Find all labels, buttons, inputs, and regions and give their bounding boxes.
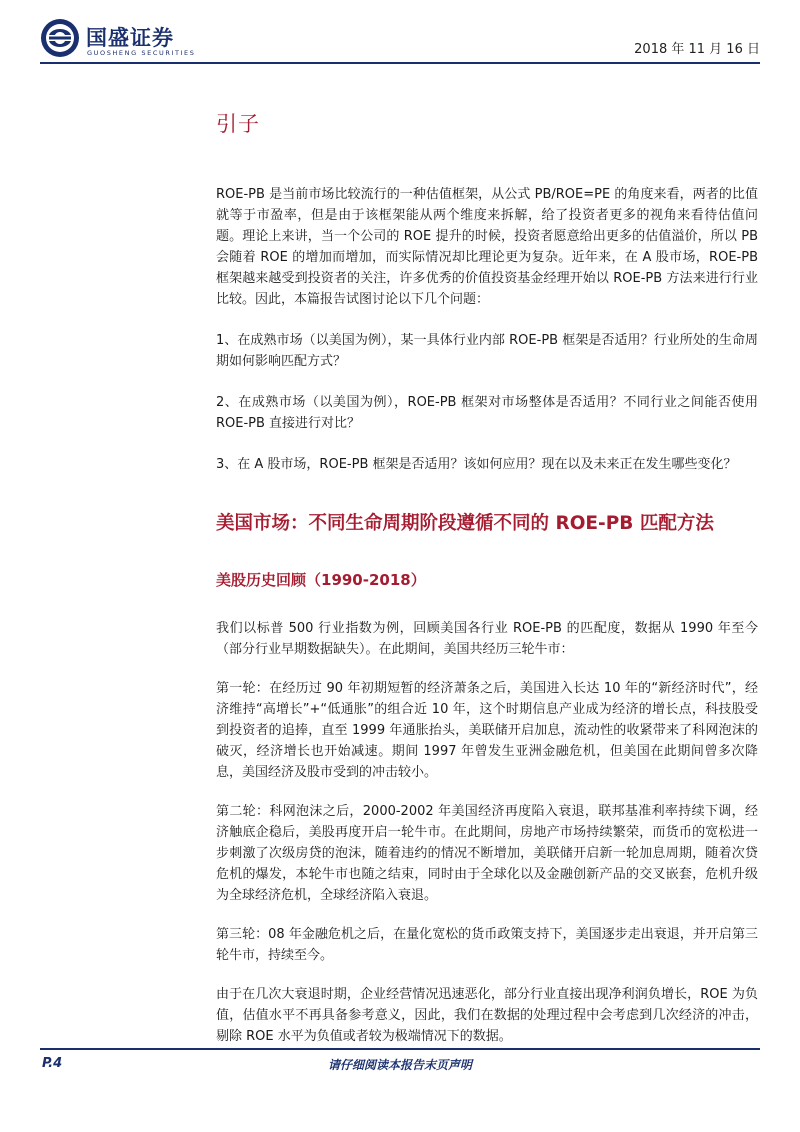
main-content	[216, 100, 758, 1047]
intro-heading: 引子	[216, 112, 260, 136]
data-processing-paragraph: 由于在几次大衰退时期，企业经营情况迅速恶化，部分行业直接出现净利润负增长，ROE 为负值，估值水平不再具备参考意义，因此，我们在数据的处理过程中会考虑到几次经济的冲击，剔除 ROE 水平为负值或者较为极端情况下的数据。	[216, 987, 758, 1044]
intro-paragraph: ROE-PB 是当前市场比较流行的一种估值框架，从公式 PB/ROE=PE 的角度来看，两者的比值就等于市盈率，但是由于该框架能从两个维度来拆解，给了投资者更多的视角来看待估值问题。理论上来讲，当一个公司的 ROE 提升的时候，投资者愿意给出更多的估值溢价，所以 PB 会随着 ROE 的增加而增加，而实际情况却比理论更为复杂。近年来，在 A 股市场，ROE-PB 框架越来越受到投资者的关注，许多优秀的价值投资基金经理开始以 ROE-PB 方法来进行行业比较。因此，本篇报告试图讨论以下几个问题：	[216, 187, 758, 307]
header-divider	[40, 62, 760, 64]
history-intro-paragraph: 我们以标普 500 行业指数为例，回顾美国各行业 ROE-PB 的匹配度，数据从 1990 年至今（部分行业早期数据缺失）。在此期间，美国共经历三轮牛市：	[216, 621, 758, 657]
section-heading: 美国市场：不同生命周期阶段遵循不同的 ROE-PB 匹配方法	[216, 513, 714, 534]
question-2: 2、在成熟市场（以美国为例），ROE-PB 框架对市场整体是否适用？不同行业之间能否使用 ROE-PB 直接进行对比？	[216, 395, 758, 431]
first-round-paragraph: 第一轮：在经历过 90 年初期短暂的经济萧条之后，美国进入长达 10 年的“新经济时代”，经济维持“高增长”+“低通胀”的组合近 10 年，这个时期信息产业成为经济的增长点，科技股受到投资者的追捧，直至 1999 年通胀抬头，美联储开启加息，流动性的收紧带来了科网泡沫的破灭，经济增长也开始减速。期间 1997 年曾发生亚洲金融危机，但美国在此期间曾多次降息，美国经济及股市受到的冲击较小。	[216, 681, 758, 780]
page-number: P.4	[42, 1056, 63, 1071]
subsection-heading: 美股历史回顾（1990-2018）	[216, 571, 426, 589]
page-header	[0, 0, 800, 70]
guosheng-logo-icon	[40, 18, 80, 58]
third-round-paragraph: 第三轮：08 年金融危机之后，在量化宽松的货币政策支持下，美国逐步走出衰退，并开启第三轮牛市，持续至今。	[216, 927, 758, 963]
disclaimer-note: 请仔细阅读本报告末页声明	[327, 1058, 472, 1072]
brand-name-cn: 国盛证券	[86, 26, 174, 50]
report-date: 2018 年 11 月 16 日	[634, 42, 760, 57]
question-3: 3、在 A 股市场，ROE-PB 框架是否适用？该如何应用？现在以及未来正在发生哪些变化？	[216, 457, 737, 472]
footer-divider	[40, 1048, 760, 1050]
second-round-paragraph: 第二轮：科网泡沫之后，2000-2002 年美国经济再度陷入衰退，联邦基准利率持续下调，经济触底企稳后，美股再度开启一轮牛市。在此期间，房地产市场持续繁荣，而货币的宽松进一步刺激了次级房贷的泡沫，随着违约的情况不断增加，美联储开启新一轮加息周期，随着次贷危机的爆发，本轮牛市也随之结束，同时由于全球化以及金融创新产品的交叉嵌套，危机升级为全球经济危机，全球经济陷入衰退。	[216, 804, 758, 903]
brand-name-en: GUOSHENG SECURITIES	[87, 49, 196, 57]
brand-logo	[40, 18, 200, 62]
question-1: 1、在成熟市场（以美国为例），某一具体行业内部 ROE-PB 框架是否适用？行业所处的生命周期如何影响匹配方式？	[216, 333, 758, 369]
